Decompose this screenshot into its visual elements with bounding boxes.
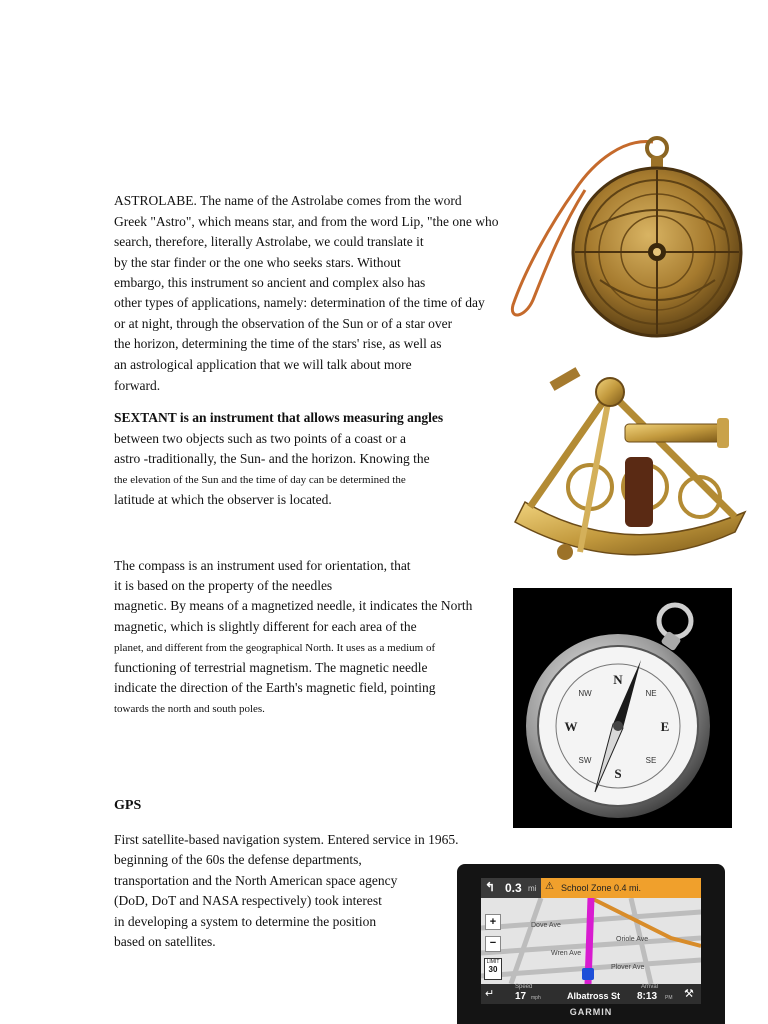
speed-limit-sign — [484, 958, 502, 980]
gps-screen — [481, 878, 701, 1004]
gps-line: based on satellites. — [114, 934, 216, 949]
compass-drawing — [513, 588, 732, 828]
compass-image — [513, 588, 732, 828]
arrival-suffix: PM — [665, 995, 673, 1001]
speed-label: Speed — [515, 984, 533, 990]
astrolabe-line: or at night, through the observation of the Sun or of a star over — [114, 316, 453, 331]
compass-line: towards the north and south poles. — [114, 703, 265, 715]
compass-se-label: SE — [645, 756, 657, 765]
gps-map — [481, 898, 701, 984]
street-label: Plover Ave — [611, 964, 645, 971]
arrival-value: 8:13 — [637, 991, 658, 1002]
gps-top-bar — [481, 878, 701, 898]
compass-line: magnetic. By means of a magnetized needle, it indicates the North — [114, 598, 473, 613]
compass-e-label: E — [660, 719, 670, 734]
compass-w-label: W — [564, 719, 578, 734]
street-label: Wren Ave — [551, 950, 582, 957]
sextant-line: the elevation of the Sun and the time of day can be determined the — [114, 474, 406, 486]
gps-line: beginning of the 60s the defense departments, — [114, 852, 362, 867]
astrolabe-line: an astrological application that we will talk about more — [114, 357, 412, 372]
speed-value: 17 — [515, 991, 527, 1002]
wrench-icon[interactable]: ⚒ — [684, 988, 694, 1000]
gps-line: First satellite-based navigation system. Entered service in 1965. — [114, 832, 459, 847]
zoom-in-icon[interactable]: + — [485, 914, 501, 930]
astrolabe-line: Greek "Astro", which means star, and from the word Lip, "the one who — [114, 214, 499, 229]
gps-line: (DoD, DoT and NASA respectively) took interest — [114, 893, 382, 908]
astrolabe-line: ASTROLABE. The name of the Astrolabe comes from the word — [114, 193, 462, 208]
astrolabe-line: the horizon, determining the time of the stars' rise, as well as — [114, 336, 442, 351]
sextant-image — [495, 362, 750, 577]
sextant-line: latitude at which the observer is located. — [114, 492, 332, 507]
compass-line: planet, and different from the geographical North. It uses as a medium of — [114, 642, 436, 654]
alert-warning-icon: ⚠ — [545, 881, 554, 892]
current-street: Albatross St — [567, 991, 621, 1001]
compass-line: functioning of terrestrial magnetism. The magnetic needle — [114, 660, 428, 675]
speed-limit-label: LIMIT — [486, 959, 500, 965]
school-zone-alert — [541, 878, 701, 898]
zoom-out-icon[interactable]: − — [485, 936, 501, 952]
arrival-label: Arrival — [641, 984, 659, 990]
astrolabe-line: embargo, this instrument so ancient and complex also has — [114, 275, 426, 290]
gps-brand: GARMIN — [569, 1007, 613, 1017]
compass-n-label: N — [613, 672, 623, 687]
turn-left-icon: ↰ — [485, 880, 496, 894]
street-label: Oriole Ave — [616, 936, 649, 943]
school-zone-text: School Zone 0.4 mi. — [561, 883, 642, 893]
compass-s-label: S — [614, 766, 622, 781]
compass-sw-label: SW — [578, 756, 592, 765]
sextant-line: between two objects such as two points of a coast or a — [114, 431, 407, 446]
compass-line: indicate the direction of the Earth's magnetic field, pointing — [114, 680, 436, 695]
astrolabe-line: other types of applications, namely: determination of the time of day — [114, 295, 485, 310]
sextant-line: astro -traditionally, the Sun- and the horizon. Knowing the — [114, 451, 430, 466]
gps-distance: 0.3 — [505, 881, 522, 895]
compass-nw-label: NW — [578, 689, 592, 698]
compass-ne-label: NE — [645, 689, 657, 698]
back-icon[interactable]: ↵ — [485, 988, 495, 1000]
astrolabe-line: search, therefore, literally Astrolabe, we could translate it — [114, 234, 424, 249]
street-label: Dove Ave — [531, 922, 561, 929]
speed-limit-value: 30 — [488, 965, 498, 974]
gps-device-image — [457, 864, 725, 1024]
gps-heading: GPS — [114, 798, 142, 813]
compass-line: The compass is an instrument used for orientation, that — [114, 558, 411, 573]
astrolabe-line: by the star finder or the one who seeks stars. Without — [114, 255, 401, 270]
speed-unit: mph — [531, 995, 541, 1001]
gps-line: in developing a system to determine the position — [114, 914, 377, 929]
compass-line: magnetic, which is slightly different for each area of the — [114, 619, 417, 634]
gps-distance-unit: mi — [528, 884, 537, 893]
compass-line: it is based on the property of the needles — [114, 578, 333, 593]
sextant-heading-line: SEXTANT is an instrument that allows measuring angles — [114, 410, 444, 425]
gps-line: transportation and the North American space agency — [114, 873, 398, 888]
astrolabe-image — [505, 130, 750, 345]
astrolabe-line: forward. — [114, 378, 161, 393]
gps-bottom-bar — [481, 984, 701, 1004]
